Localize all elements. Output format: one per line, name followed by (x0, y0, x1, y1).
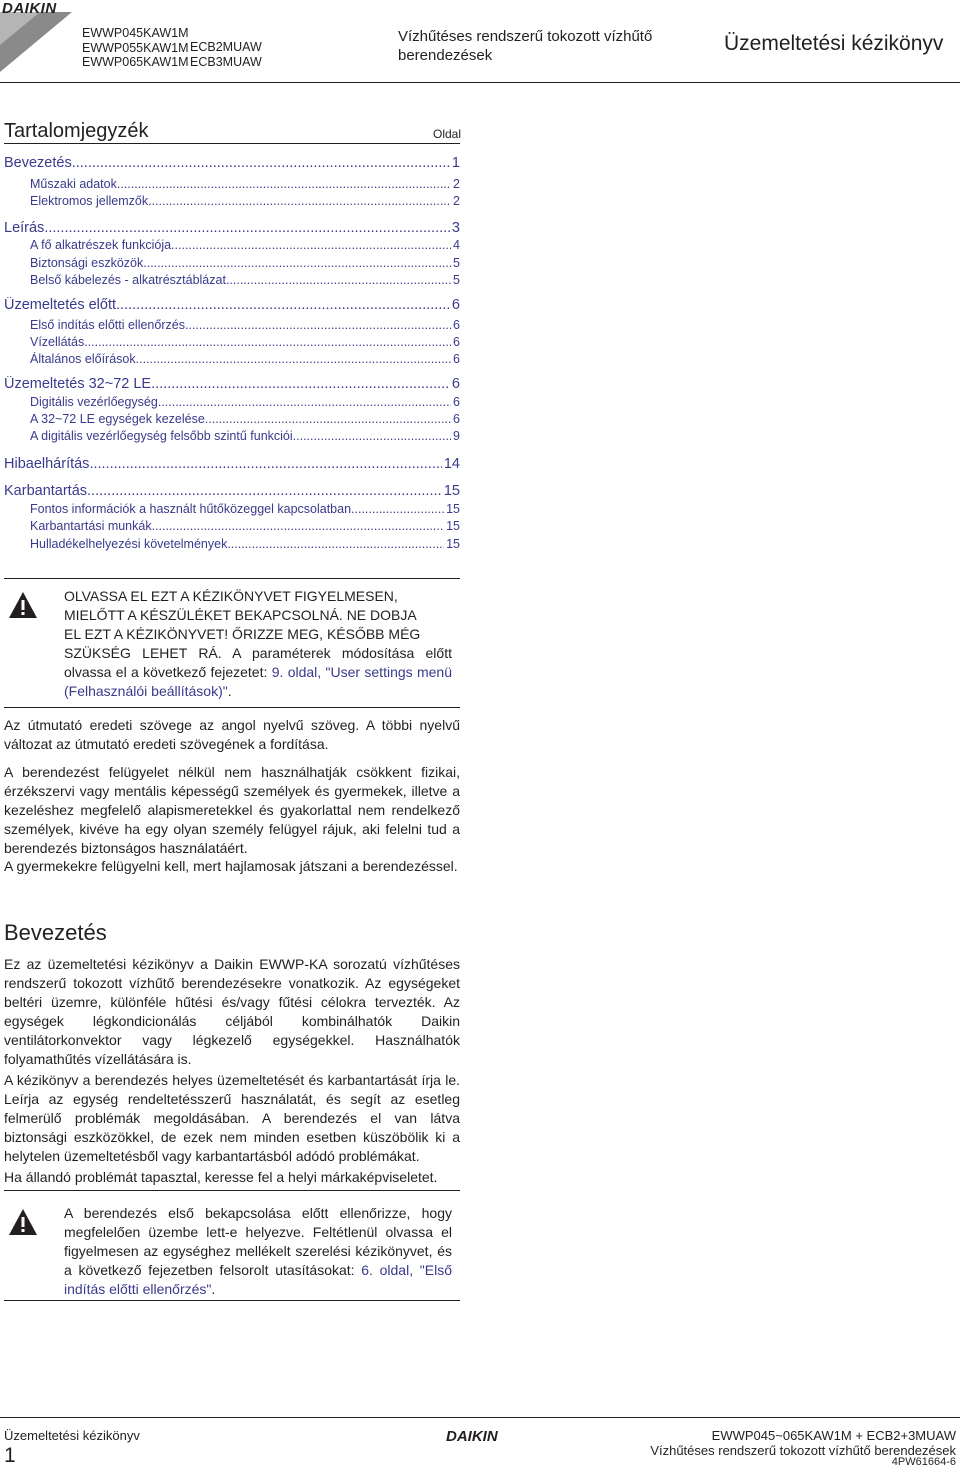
toc-entry-label: Üzemeltetés előtt (4, 297, 117, 313)
toc-entry[interactable] (4, 456, 460, 472)
warning-triangle-icon (8, 1207, 38, 1237)
toc-leader-dots (84, 335, 451, 349)
toc-entry-label: Műszaki adatok (30, 177, 117, 191)
model-code: EWWP065KAW1M (82, 55, 189, 69)
toc-entry-label: A digitális vezérlőegység felsőbb szintű funkciói (30, 429, 293, 443)
toc-entry-label: Karbantartás (4, 483, 88, 499)
toc-entry[interactable] (4, 220, 460, 236)
toc-entry[interactable] (4, 352, 460, 366)
toc-entry[interactable] (4, 238, 460, 252)
toc-entry-page: 6 (453, 352, 460, 366)
toc-entry[interactable] (4, 273, 460, 287)
toc-entry-page: 6 (451, 297, 460, 313)
intro-paragraph-3: Ha állandó problémát tapasztal, keresse fel a helyi márkaképviseletet. (4, 1169, 438, 1185)
toc-entry-page: 6 (453, 395, 460, 409)
toc-entry-page: 15 (446, 537, 460, 551)
toc-entry[interactable] (4, 177, 460, 191)
toc-entry-page: 3 (451, 220, 460, 236)
daikin-logo: DAIKIN (2, 0, 57, 17)
toc-leader-dots (351, 502, 444, 516)
toc-leader-dots (87, 483, 442, 499)
cross-reference-link[interactable]: 6. oldal, "Első indítás előtti ellenőrzés" (64, 1262, 452, 1297)
toc-entry-label: Bevezetés (4, 155, 72, 171)
toc-leader-dots (89, 456, 441, 472)
toc-leader-dots (44, 220, 450, 236)
toc-leader-dots (226, 273, 451, 287)
toc-leader-dots (116, 297, 450, 313)
toc-leader-dots (72, 155, 450, 171)
intro-paragraph-2: A kézikönyv a berendezés helyes üzemeltetését és karbantartását írja le. Leírja az egység rendeltetésszerű használatát, és segít az esetleg felmerülő problémák megoldásában. A berendezés el van látva biztonsági eszközökkel, de ezek nem minden esetben küszöbölik ki a helytelen üzemeltetésből vagy karbantartásból adódó problémákat. (4, 1072, 460, 1164)
toc-entry-page: 5 (453, 273, 460, 287)
toc-entry-label: Belső kábelezés - alkatrésztáblázat (30, 273, 226, 287)
document-product-title: Vízhűtéses rendszerű tokozott vízhűtő berendezések (398, 28, 653, 64)
toc-leader-dots (143, 256, 451, 270)
toc-leader-dots (171, 238, 451, 252)
toc-entry-page: 14 (443, 456, 460, 472)
page-number: 1 (4, 1444, 16, 1467)
toc-entry-label: Általános előírások (30, 352, 136, 366)
document-code: 4PW61664-6 (891, 1456, 956, 1468)
warning-box-bottom-rule (4, 707, 460, 708)
toc-entry[interactable] (4, 483, 460, 499)
toc-entry[interactable] (4, 412, 460, 426)
toc-entry-label: A fő alkatrészek funkciója (30, 238, 172, 252)
toc-entry-page: 15 (446, 519, 460, 533)
toc-entry-label: A 32~72 LE egységek kezelése (30, 412, 205, 426)
toc-entry-label: Fontos információk a használt hűtőközeggel kapcsolatban (30, 502, 352, 516)
toc-entry[interactable] (4, 297, 460, 313)
toc-title: Tartalomjegyzék (4, 120, 149, 142)
toc-entry-page: 15 (446, 502, 460, 516)
document-type-title: Üzemeltetési kézikönyv (724, 32, 944, 55)
toc-entry-label: Elektromos jellemzők (30, 194, 149, 208)
toc-entry-page: 9 (453, 429, 460, 443)
translation-note: Az útmutató eredeti szövege az angol nyelvű szöveg. A többi nyelvű változat az útmutató eredeti szövegének a fordítása. (4, 717, 460, 752)
toc-entry[interactable] (4, 519, 460, 533)
toc-entry-page: 2 (453, 177, 460, 191)
toc-entry-label: Hibaelhárítás (4, 456, 90, 472)
toc-leader-dots (293, 429, 451, 443)
footer-product-info: EWWP045~065KAW1M + ECB2+3MUAW Vízhűtéses rendszerű tokozott vízhűtő berendezések (650, 1428, 956, 1458)
toc-divider (4, 143, 460, 144)
daikin-logo: DAIKIN (446, 1428, 498, 1445)
toc-entry-label: Biztonsági eszközök (30, 256, 144, 270)
warning-before-startup: A berendezés első bekapcsolása előtt ellenőrizze, hogy megfelelően üzembe lett-e helyezve. Feltétlenül olvassa el figyelmesen az egységhez mellékelt szerelési kézikönyvet, és a következő fejezetben felsorolt utasításokat: 6. oldal, "Első indítás előtti ellenőrzés". (64, 1205, 452, 1297)
intro-paragraph-1: Ez az üzemeltetési kézikönyv a Daikin EWWP-KA sorozatú vízhűtéses rendszerű tokozott vízhűtő berendezésekre vonatkozik. Az egységeket beltéri üzemre, különféle hűtési és/vagy fűtési célokra tervezték. Az egységek légkondicionálás céljából kombinálhatók Daikin ventilátorkonvektor vagy légkezelő egységekkel. Használhatók folyamathűtés vízellátására is. (4, 956, 460, 1067)
header-divider (0, 82, 960, 83)
toc-entry-page: 5 (453, 256, 460, 270)
toc-entry-label: Hulladékelhelyezési követelmények (30, 537, 228, 551)
toc-entry-page: 6 (453, 335, 460, 349)
toc-leader-dots (151, 376, 450, 392)
model-code: ECB2MUAW (190, 40, 262, 54)
model-code: ECB3MUAW (190, 54, 262, 69)
toc-entry[interactable] (4, 155, 460, 171)
toc-entry-label: Leírás (4, 220, 45, 236)
toc-entry[interactable] (4, 537, 460, 551)
section-heading: Bevezetés (4, 920, 107, 945)
toc-leader-dots (148, 194, 451, 208)
toc-entry[interactable] (4, 502, 460, 516)
warning-box-top-rule (4, 1190, 460, 1191)
footer-divider (0, 1417, 960, 1418)
toc-entry-label: Karbantartási munkák (30, 519, 152, 533)
toc-entry-label: Vízellátás (30, 335, 85, 349)
toc-entry-page: 6 (453, 318, 460, 332)
toc-page-column-label: Oldal (433, 127, 462, 141)
model-code: EWWP045KAW1M (82, 26, 189, 40)
toc-entry[interactable] (4, 256, 460, 270)
toc-leader-dots (136, 352, 451, 366)
toc-entry-page: 1 (451, 155, 460, 171)
toc-entry[interactable] (4, 376, 460, 392)
model-list-right (190, 40, 262, 69)
cross-reference-link[interactable]: 9. oldal, "User settings menü (Felhasználói beállítások)" (64, 664, 453, 699)
toc-entry[interactable] (4, 318, 460, 332)
model-code: EWWP055KAW1M (82, 40, 189, 55)
toc-leader-dots (158, 395, 451, 409)
safety-paragraph: A berendezést felügyelet nélkül nem használhatják csökkent fizikai, érzékszervi vagy mentális képességű személyek és gyermekek, illetve a kezeléshez megfelelő alapismeretekkel és gyakorlattal nem rendelkező személyek, kivéve ha egy olyan személy felügyel rájuk, aki felelni tud a berendezés biztonságos használatáért. (4, 764, 460, 856)
toc-entry[interactable] (4, 395, 460, 409)
footer-manual-title: Üzemeltetési kézikönyv (4, 1428, 140, 1443)
children-paragraph: A gyermekekre felügyelni kell, mert hajlamosak játszani a berendezéssel. (4, 858, 458, 874)
warning-triangle-icon (8, 590, 38, 620)
toc-leader-dots (205, 412, 451, 426)
toc-entry[interactable] (4, 335, 460, 349)
toc-entry-page: 6 (451, 376, 460, 392)
toc-leader-dots (152, 519, 445, 533)
toc-entry[interactable] (4, 429, 460, 443)
toc-entry-label: Üzemeltetés 32~72 LE (4, 376, 152, 392)
toc-entry-page: 6 (453, 412, 460, 426)
toc-entry-page: 4 (453, 238, 460, 252)
toc-leader-dots (227, 537, 444, 551)
toc-entry[interactable] (4, 194, 460, 208)
toc-entry-page: 2 (453, 194, 460, 208)
model-list-left (82, 26, 189, 70)
warning-box-top-rule (4, 578, 460, 579)
toc-entry-label: Első indítás előtti ellenőrzés (30, 318, 185, 332)
warning-read-manual: OLVASSA EL EZT A KÉZIKÖNYVET FIGYELMESEN, MIELŐTT A KÉSZÜLÉKET BEKAPCSOLNÁ. NE DOBJA EL EZT A KÉZIKÖNYVET! ŐRIZZE MEG, KÉSŐBB MÉG SZÜKSÉG LEHET RÁ. A paraméterek módosítása előtt olvassa el a következő fejezetet: 9. oldal, "User settings menü (Felhasználói beállítások)". (64, 588, 453, 699)
toc-leader-dots (117, 177, 451, 191)
toc-entry-label: Digitális vezérlőegység (30, 395, 158, 409)
toc-leader-dots (185, 318, 451, 332)
toc-entry-page: 15 (443, 483, 460, 499)
warning-box-bottom-rule (4, 1300, 460, 1301)
